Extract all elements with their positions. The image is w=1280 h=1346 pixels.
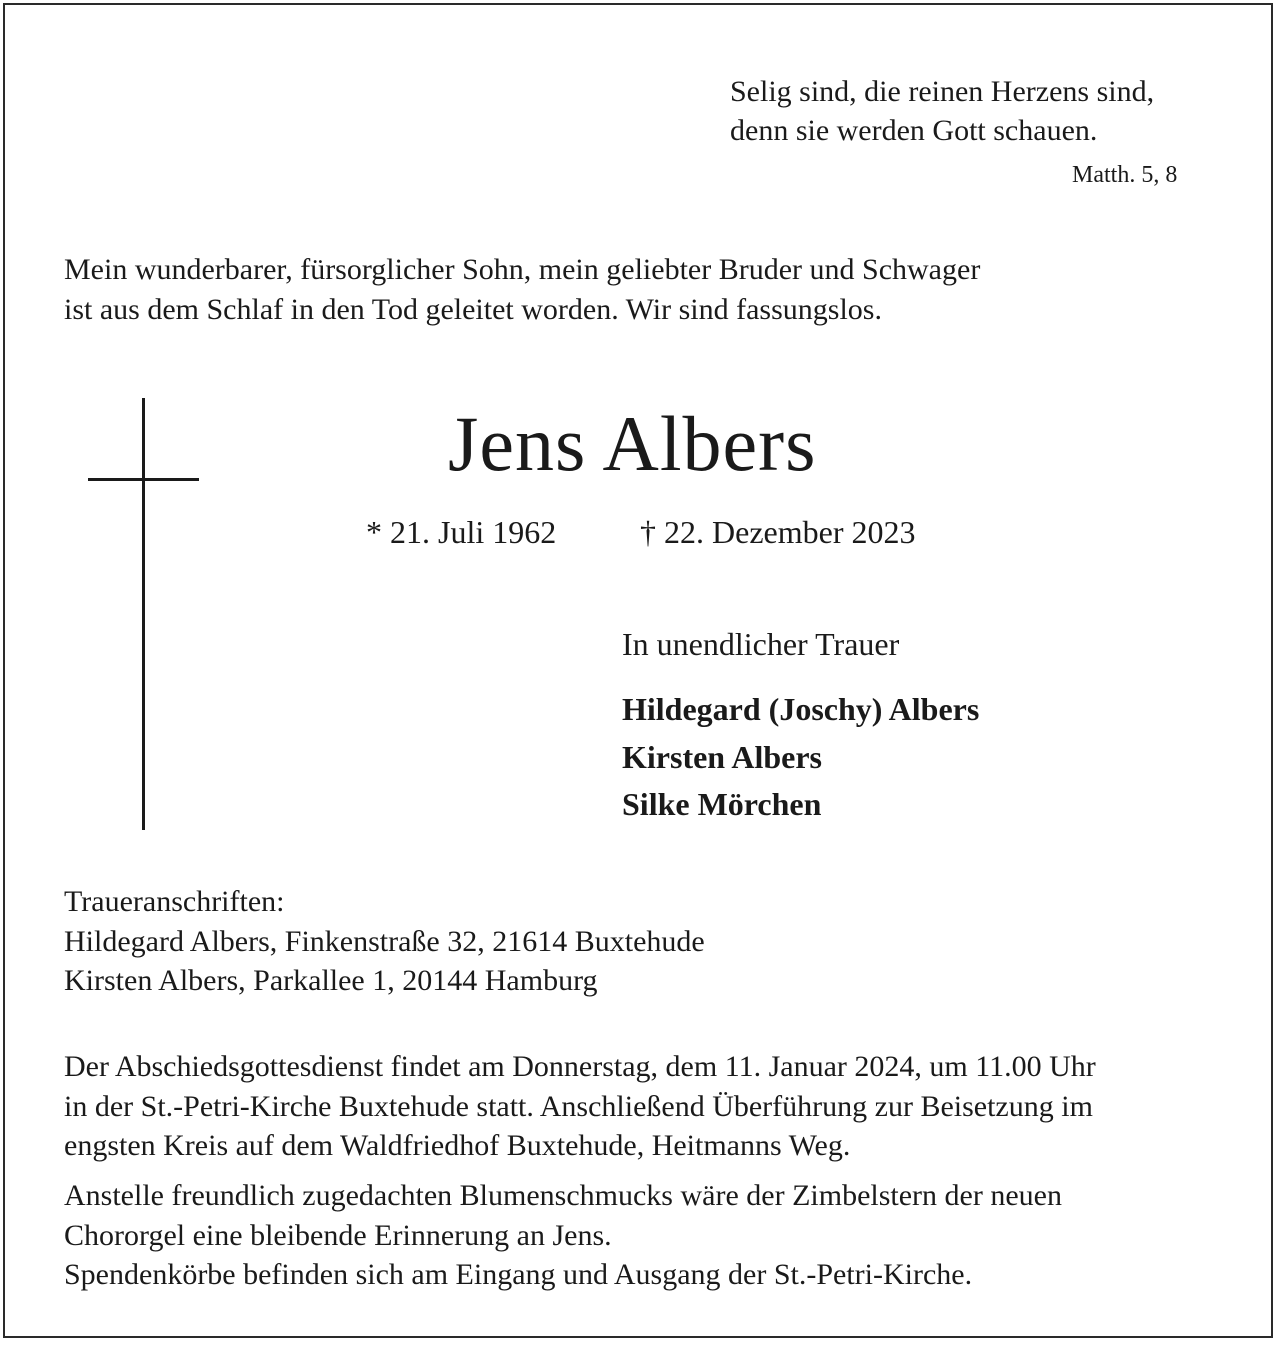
intro-text [64,250,980,330]
address-line: Hildegard Albers, Finkenstraße 32, 21614 Buxtehude [64,924,705,958]
service-line: engsten Kreis auf dem Waldfriedhof Buxtehude, Heitmanns Weg. [64,1129,851,1162]
birth-date: * 21. Juli 1962 [366,514,557,550]
address-line: Kirsten Albers, Parkallee 1, 20144 Hamburg [64,964,598,997]
service-info [64,1047,1096,1166]
donation-info [64,1176,1062,1295]
intro-line: ist aus dem Schlaf in den Tod geleitet worden. Wir sind fassungslos. [64,293,882,326]
mourner-name: Kirsten Albers [622,738,822,775]
mourner-name: Hildegard (Joschy) Albers [622,691,980,727]
bible-verse [730,72,1154,150]
verse-line: denn sie werden Gott schauen. [730,114,1098,147]
service-line: Der Abschiedsgottesdienst findet am Donnerstag, dem 11. Januar 2024, um 11.00 Uhr [64,1050,1096,1083]
service-line: in der St.-Petri-Kirche Buxtehude statt. Anschließend Überführung zur Beisetzung im [64,1089,1093,1123]
cross-vertical-bar [142,398,145,830]
donation-line: Anstelle freundlich zugedachten Blumenschmucks wäre der Zimbelstern der neuen [64,1179,1062,1212]
deceased-name: Jens Albers [448,400,817,487]
intro-line: Mein wunderbarer, fürsorglicher Sohn, mein geliebter Bruder und Schwager [64,253,981,286]
verse-reference: Matth. 5, 8 [1072,162,1178,188]
donation-line: Chororgel eine bleibende Erinnerung an Jens. [64,1218,612,1252]
mourning-intro: In unendlicher Trauer [622,626,900,662]
donation-line: Spendenkörbe befinden sich am Eingang und Ausgang der St.-Petri-Kirche. [64,1258,973,1291]
mourner-list [622,686,979,829]
verse-line: Selig sind, die reinen Herzens sind, [730,75,1155,108]
cross-horizontal-bar [88,478,199,481]
death-date: † 22. Dezember 2023 [640,514,916,550]
mourner-name: Silke Mörchen [622,786,822,822]
mourning-addresses [64,882,705,1001]
addresses-heading: Traueranschriften: [64,885,285,918]
